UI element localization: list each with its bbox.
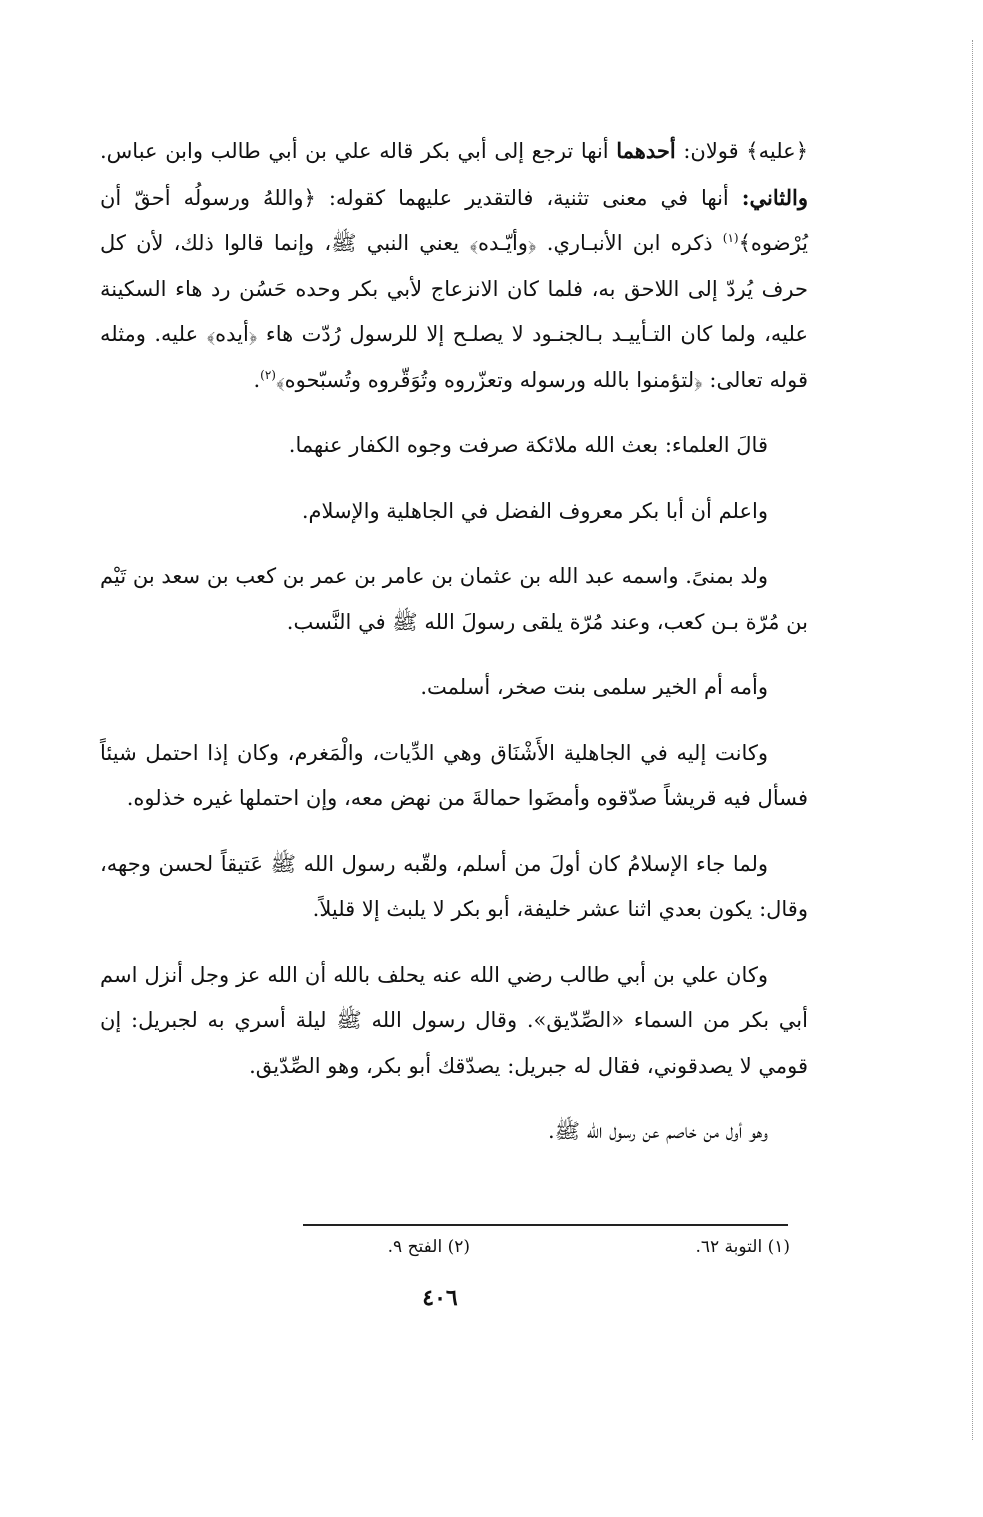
- paragraph-1: [100, 128, 808, 403]
- text-segment: ذكره ابن الأنبـاري. ﴿وأيّـده﴾ يعني النبي ﷺ، وإنما قالوا ذلك، لأن كل حرف يُردّ إلى اللاحق به، فلما كان الانزعاج لأبي بكر وحده حَسُن رد هاء السكينة عليه، ولما كان التـأييـد بـالجنـود لا يصلـح إلا للرسول رُدّت هاء ﴿أيده﴾ عليه. ومثله قوله تعالى: ﴿لتؤمنوا بالله ورسوله وتعزّروه وتُوَقّروه وتُسبّحوه﴾: [100, 231, 808, 392]
- paragraph-8: [100, 953, 808, 1090]
- text-segment-bold: والثاني:: [741, 184, 808, 210]
- paragraph-5: [100, 665, 808, 711]
- text-segment: واعلم أن أبا بكر معروف الفضل في الجاهلية والإسلام.: [301, 498, 768, 523]
- text-segment: ولد بمنىً. واسمه عبد الله بن عثمان بن عامر بن عمر بن كعب بن سعد بن تَيْم بن مُرّة بـن كعب، وعند مُرّة يلقى رسولَ الله ﷺ في النَّسب.: [100, 564, 808, 634]
- text-segment: ولما جاء الإسلامُ كان أولَ من أسلم، ولقّبه رسول الله ﷺ عَتيقاً لحسن وجهه، وقال: يكون بعدي اثنا عشر خليفة، أبو بكر لا يلبث إلا قليلاً.: [100, 851, 808, 921]
- paragraph-3: [100, 489, 808, 535]
- text-segment: .: [253, 367, 261, 392]
- text-segment: قالَ العلماء: بعث الله ملائكة صرفت وجوه الكفار عنهما.: [288, 433, 768, 457]
- footnote-ref-2: (٢): [260, 367, 276, 382]
- text-segment-bold: أحدهما: [616, 138, 676, 163]
- paragraph-9: [100, 1109, 808, 1155]
- paragraph-2: [100, 423, 808, 469]
- footnote-1: (١) التوبة ٦٢.: [695, 1237, 790, 1257]
- paragraph-6: [100, 731, 808, 822]
- paragraph-7: [100, 842, 808, 933]
- text-segment: وكانت إليه في الجاهلية الأَشْنَاق وهي الدِّيات، والْمَغرم، وكان إذا احتمل شيئاً فسأل فيه قريشاً صدّقوه وأمضَوا حمالةَ من نهض معه، وإن احتملها غيره خذلوه.: [100, 740, 808, 810]
- text-segment: وهو أول من خاصم عن رسول الله ﷺ.: [548, 1119, 768, 1143]
- paragraph-4: [100, 554, 808, 645]
- scan-edge-line: [972, 40, 973, 1440]
- text-segment: وكان علي بن أبي طالب رضي الله عنه يحلف بالله أن الله عز وجل أنزل اسم أبي بكر من السماء «الصِّدّيق». وقال رسول الله ﷺ ليلة أسري به لجبريل: إن قومي لا يصدقوني، فقال له جبريل: يصدّقك أبو بكر، وهو الصِّدّيق.: [100, 962, 808, 1078]
- main-text: [100, 128, 808, 1155]
- footnote-ref-1: (١): [722, 231, 739, 245]
- text-segment: أنها ترجع إلى أبي بكر قاله علي بن أبي طالب وابن عباس.: [100, 139, 617, 163]
- footnote-divider: [303, 1224, 788, 1226]
- page-number: ٤٠٦: [422, 1285, 458, 1311]
- footnotes: [300, 1232, 790, 1262]
- footnote-2: (٢) الفتح ٩.: [387, 1237, 470, 1257]
- text-segment: ﴿عليه﴾ قولان:: [675, 139, 808, 163]
- text-segment: وأمه أم الخير سلمى بنت صخر، أسلمت.: [420, 675, 768, 699]
- text-segment: أنها في معنى تثنية، فالتقدير عليهما كقوله: ﴿واللهُ ورسولُه أحقّ أن يُرْضوه﴾: [100, 185, 808, 255]
